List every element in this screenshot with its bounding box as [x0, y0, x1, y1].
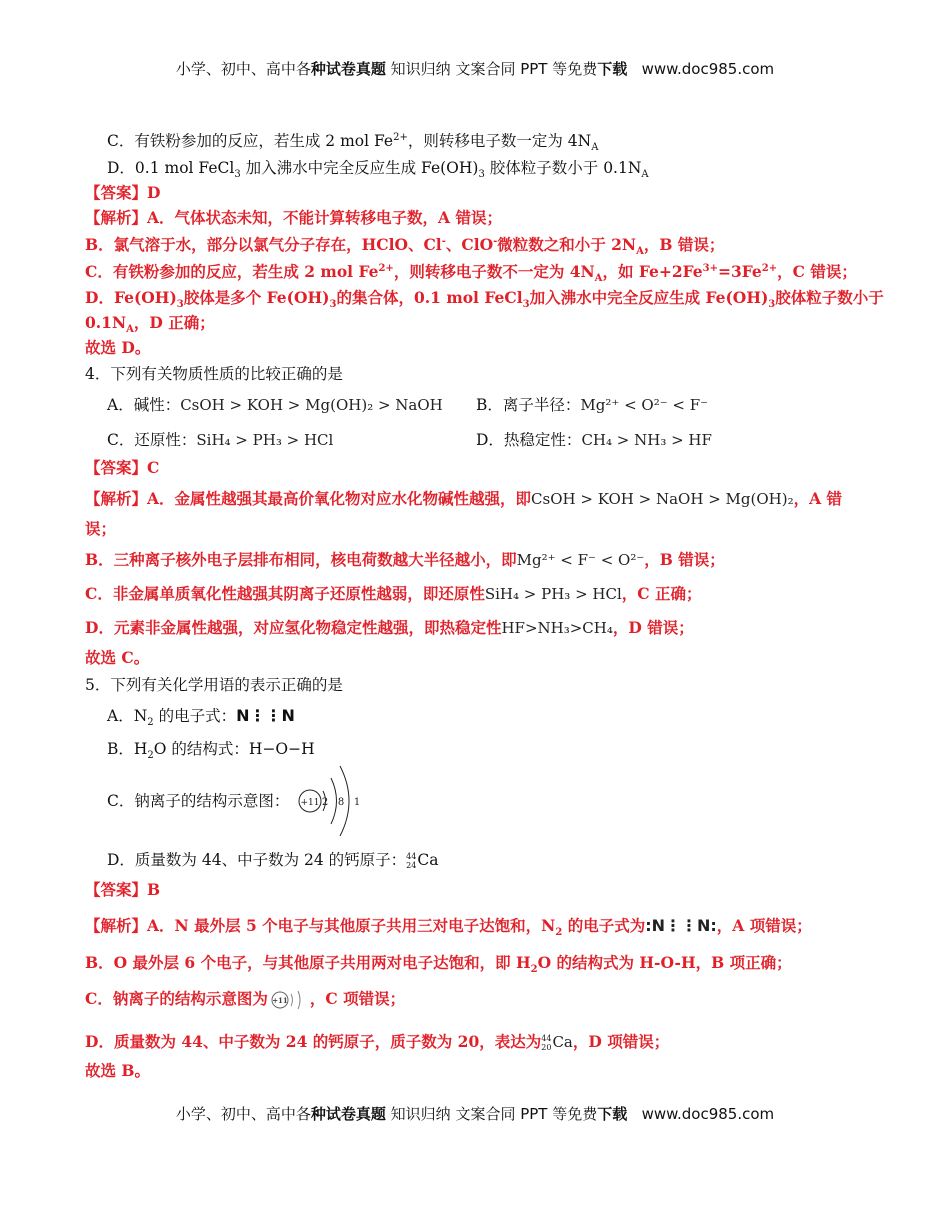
q5-final: 故选 B。 [85, 1061, 150, 1080]
q5-explanation-d: D．质量数为 44、中子数为 24 的钙原子，质子数为 20，表达为44 20Ca，D 项错误； [85, 1032, 670, 1052]
q4-option-b: B．离子半径：Mg²⁺ < O²⁻ < F⁻ [476, 396, 709, 414]
q3-explanation-c: C．有铁粉参加的反应，若生成 2 mol $Fe^{2+}$，则转移电子数不一定为 $4N_A$，如 $Fe+2Fe^{3+}=3Fe^{2+}$，C 错误； [85, 262, 857, 285]
q4-option-c: C．还原性：SiH₄ > PH₃ > HCl [107, 431, 334, 449]
q3-explanation-a: 【解析】A．气体状态未知，不能计算转移电子数，A 错误； [85, 208, 502, 227]
proton-number: 24 [406, 861, 417, 870]
q3-explanation-d: D．$Fe(OH)_3$胶体是多个 $Fe(OH)_3$的集合体，0.1 mol FeCl$_3$加入沸水中完全反应生成 $Fe(OH)_3$胶体粒子数小于 [85, 288, 884, 311]
sodium-structure-diagram [290, 764, 370, 840]
header-text: 知识归纳 [390, 60, 451, 78]
footer-site-link[interactable]: www.doc985.com [641, 1105, 775, 1123]
q5-option-c: C．钠离子的结构示意图： [107, 792, 290, 810]
footer-bold-text: 种试卷真题 [310, 1105, 386, 1123]
q3-option-d: D．0.1 mol FeCl$_3$ 加入沸水中完全反应生成 $Fe(OH)_3$ 胶体粒子数小于 $0.1N_A$ [107, 159, 649, 181]
q3-final: 故选 D。 [85, 338, 151, 357]
q4-option-d: D．热稳定性：CH₄ > NH₃ > HF [476, 431, 712, 449]
q4-answer: 【答案】C [85, 458, 160, 477]
q4-explanation-b: B．三种离子核外电子层排布相同，核电荷数越大半径越小，即Mg²⁺ < F⁻ < O²⁻，B 错误； [85, 550, 725, 569]
footer-bold-text: 下载 [597, 1105, 628, 1123]
shell-count-3: 1 [353, 797, 361, 808]
header-site-link[interactable]: www.doc985.com [641, 60, 775, 78]
q5-option-a: A．$N_2$ 的电子式：N⋮⋮N [107, 706, 295, 729]
nucleus-label: +11 [300, 798, 320, 808]
element-symbol: Ca [417, 851, 439, 869]
q4-explanation-d: D．元素非金属性越强，对应氢化物稳定性越强，即热稳定性HF>NH₃>CH₄，D 错误； [85, 618, 694, 637]
shell-count-1: 2 [321, 797, 329, 808]
q5-explanation-a: 【解析】A．N 最外层 5 个电子与其他原子共用三对电子达饱和，$N_2$ 的电子式为:N⋮⋮N:，A 项错误； [85, 916, 812, 939]
q5-option-b: B．$H_2O$ 的结构式：H−O−H [107, 740, 315, 762]
q4-explanation-c: C．非金属单质氧化性越强其阴离子还原性越弱，即还原性SiH₄ > PH₃ > HCl，C 正确； [85, 584, 702, 603]
sodium-structure-diagram-small [268, 989, 310, 1011]
footer-text: 知识归纳 [390, 1105, 451, 1123]
q5-explanation-c: C．钠离子的结构示意图为 +11 ，C 项错误； [85, 989, 405, 1011]
header-bold-text: 种试卷真题 [310, 60, 386, 78]
q5-answer: 【答案】B [85, 880, 161, 899]
shell-count-2: 8 [337, 797, 345, 808]
header-bold-text: 下载 [597, 60, 628, 78]
q5-option-d: D．质量数为 44、中子数为 24 的钙原子：44 24Ca [107, 851, 439, 870]
shell-arc-2 [331, 778, 337, 824]
header-text: 文案合同 PPT 等免费 [455, 60, 598, 78]
q3-option-c: C．有铁粉参加的反应，若生成 2 mol $Fe^{2+}$，则转移电子数一定为 $4N_A$ [107, 131, 599, 154]
q4-option-a: A．碱性：CsOH > KOH > Mg(OH)₂ > NaOH [107, 396, 443, 414]
q4-explanation-a: 【解析】A．金属性越强其最高价氧化物对应水化物碱性越强，即CsOH > KOH > NaOH > Mg(OH)₂，A 错 [85, 489, 843, 508]
q3-explanation-d-cont: $0.1N_A$，D 正确； [85, 313, 215, 336]
header-text: 小学、初中、高中各 [175, 60, 311, 78]
q3-answer: 【答案】D [85, 183, 161, 202]
q4-final: 故选 C。 [85, 648, 150, 667]
page-footer [0, 1103, 950, 1124]
q3-explanation-b: B．氯气溶于水，部分以氯气分子存在，HClO、Cl-、ClO-微粒数之和小于 $2N_A$，B 错误； [85, 235, 725, 258]
page-header [0, 58, 950, 79]
q5-stem: 5．下列有关化学用语的表示正确的是 [85, 676, 343, 694]
footer-text: 文案合同 PPT 等免费 [455, 1105, 598, 1123]
q5-explanation-b: B．O 最外层 6 个电子，与其他原子共用两对电子达饱和，即 $H_2O$ 的结构式为 H-O-H，B 项正确； [85, 953, 792, 976]
mass-number: 44 [406, 852, 417, 861]
q4-explanation-a-cont: 误； [85, 519, 117, 538]
footer-text: 小学、初中、高中各 [175, 1105, 311, 1123]
q4-stem: 4．下列有关物质性质的比较正确的是 [85, 365, 343, 383]
svg-text:+11: +11 [272, 996, 288, 1005]
